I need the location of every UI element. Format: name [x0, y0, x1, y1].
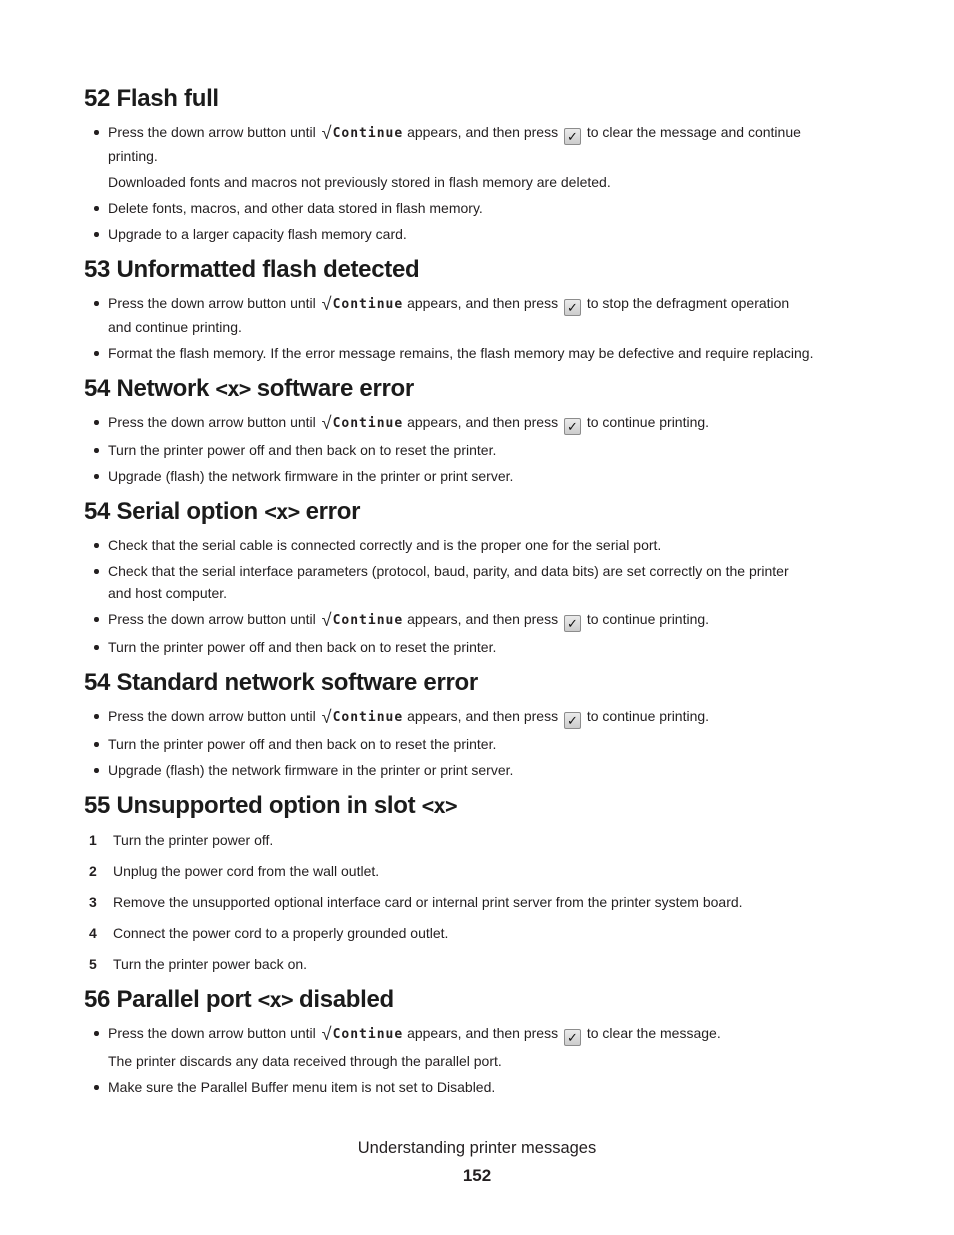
- bullet-marker: [84, 465, 108, 487]
- continue-menu-item: [320, 1024, 404, 1044]
- text-segment: to continue printing.: [582, 611, 710, 627]
- section-heading: [84, 376, 874, 402]
- variable-placeholder: <x>: [215, 377, 251, 401]
- text-segment: 55 Unsupported option in slot: [84, 792, 422, 819]
- text-segment: printing.: [108, 148, 158, 164]
- text-segment: disabled: [292, 986, 394, 1013]
- continue-label: Continue: [332, 416, 404, 431]
- text-segment: 56 Parallel port: [84, 986, 258, 1013]
- bullet-marker: [84, 342, 108, 364]
- list-item: [84, 1076, 874, 1098]
- bullet-list: [84, 705, 874, 781]
- text-segment: 54 Network: [84, 375, 216, 402]
- item-text: [108, 292, 874, 338]
- list-item: [84, 197, 874, 219]
- bullet-marker: [84, 608, 108, 632]
- message-section: [84, 257, 874, 364]
- bullet-marker: [84, 759, 108, 781]
- item-text: [113, 953, 874, 975]
- item-text: [108, 560, 874, 604]
- text-segment: Upgrade (flash) the network firmware in the printer or print server.: [108, 468, 514, 484]
- checkmark-button-icon: ✓: [564, 712, 581, 729]
- bullet-dot: [94, 130, 99, 135]
- checkmark-button-icon: ✓: [564, 1029, 581, 1046]
- radical-check-icon: √: [321, 610, 332, 630]
- text-segment: Turn the printer power off and then back on to reset the printer.: [108, 639, 497, 655]
- bullet-dot: [94, 206, 99, 211]
- continue-label: Continue: [332, 613, 404, 628]
- text-segment: Press the down arrow button until: [108, 611, 320, 627]
- continuation-paragraph: The printer discards any data received through the parallel port.: [108, 1053, 502, 1069]
- bullet-marker: [84, 1076, 108, 1098]
- item-number: 1: [89, 832, 97, 848]
- list-item: [84, 1022, 874, 1046]
- text-segment: software error: [250, 375, 414, 402]
- bullet-dot: [94, 232, 99, 237]
- list-item: [84, 636, 874, 658]
- bullet-dot: [94, 714, 99, 719]
- bullet-marker: [84, 636, 108, 658]
- list-item: [84, 953, 874, 975]
- message-section: [84, 793, 874, 975]
- text-segment: 54 Standard network software error: [84, 669, 478, 696]
- text-segment: Press the down arrow button until: [108, 414, 320, 430]
- item-text: [108, 759, 874, 781]
- bullet-dot: [94, 569, 99, 574]
- chapter-title: Understanding printer messages: [357, 1139, 597, 1157]
- item-text: [108, 439, 874, 461]
- variable-placeholder: <x>: [421, 794, 457, 818]
- list-item: [84, 608, 874, 632]
- item-text: [108, 197, 874, 219]
- item-text: [108, 1076, 874, 1098]
- text-segment: appears, and then press: [403, 295, 562, 311]
- variable-placeholder: <x>: [257, 988, 293, 1012]
- radical-check-icon: √: [321, 1024, 332, 1044]
- bullet-dot: [94, 1031, 99, 1036]
- bullet-list: [84, 121, 874, 245]
- bullet-dot: [94, 645, 99, 650]
- text-segment: appears, and then press: [403, 708, 562, 724]
- bullet-list: [84, 1022, 874, 1098]
- text-segment: and continue printing.: [108, 319, 242, 335]
- list-item: [84, 411, 874, 435]
- item-text: [113, 860, 874, 882]
- bullet-dot: [94, 543, 99, 548]
- bullet-dot: [94, 742, 99, 747]
- section-heading: [84, 793, 874, 819]
- text-segment: appears, and then press: [403, 1025, 562, 1041]
- checkmark-button-icon: ✓: [564, 418, 581, 435]
- text-segment: and host computer.: [108, 585, 228, 601]
- list-item: [84, 922, 874, 944]
- item-text: [108, 705, 874, 729]
- item-text: [108, 608, 874, 632]
- text-segment: 54 Serial option: [84, 498, 265, 525]
- item-text: [108, 465, 874, 487]
- text-segment: 52 Flash full: [84, 85, 219, 112]
- radical-check-icon: √: [321, 707, 332, 727]
- list-item: [84, 829, 874, 851]
- text-segment: appears, and then press: [403, 124, 562, 140]
- bullet-dot: [94, 474, 99, 479]
- list-item: [84, 292, 874, 338]
- text-segment: Press the down arrow button until: [108, 1025, 320, 1041]
- page-number: 152: [462, 1166, 492, 1185]
- radical-check-icon: √: [321, 123, 332, 143]
- list-item: [84, 534, 874, 556]
- text-segment: Press the down arrow button until: [108, 708, 320, 724]
- text-segment: to clear the message.: [582, 1025, 721, 1041]
- continue-menu-item: [320, 294, 404, 314]
- text-segment: Check that the serial interface parameters (protocol, baud, parity, and data bits) are set correctly on the printer: [108, 563, 789, 579]
- text-segment: Format the flash memory. If the error message remains, the flash memory may be defective and require replacing.: [108, 345, 814, 361]
- list-item: [84, 223, 874, 245]
- list-item: [84, 759, 874, 781]
- section-heading: [84, 86, 874, 112]
- item-text: [108, 636, 874, 658]
- bullet-marker: [84, 292, 108, 338]
- bullet-dot: [94, 448, 99, 453]
- message-section: [84, 987, 874, 1098]
- bullet-list: [84, 534, 874, 658]
- text-segment: Upgrade to a larger capacity flash memory card.: [108, 226, 407, 242]
- text-segment: Turn the printer power off and then back on to reset the printer.: [108, 736, 497, 752]
- list-item: [84, 860, 874, 882]
- variable-placeholder: <x>: [264, 500, 300, 524]
- message-section: [84, 670, 874, 781]
- bullet-marker: [84, 1022, 108, 1046]
- section-heading: [84, 499, 874, 525]
- page-footer: [0, 1139, 954, 1186]
- item-number: 4: [89, 925, 97, 941]
- list-item: [84, 891, 874, 913]
- item-text: [108, 223, 874, 245]
- item-text: [108, 411, 874, 435]
- checkmark-button-icon: ✓: [564, 615, 581, 632]
- bullet-marker: [84, 733, 108, 755]
- list-item: [84, 705, 874, 729]
- bullet-list: [84, 411, 874, 487]
- text-segment: Turn the printer power back on.: [113, 956, 308, 972]
- continue-menu-item: [320, 707, 404, 727]
- item-text: [113, 891, 874, 913]
- text-segment: Press the down arrow button until: [108, 124, 320, 140]
- continue-menu-item: [320, 413, 404, 433]
- bullet-dot: [94, 1085, 99, 1090]
- list-item: [84, 342, 874, 364]
- text-segment: Make sure the Parallel Buffer menu item is not set to Disabled.: [108, 1079, 496, 1095]
- section-heading: [84, 257, 874, 283]
- item-text: [108, 121, 874, 167]
- continue-label: Continue: [332, 126, 404, 141]
- page-content: [84, 58, 874, 1102]
- continue-label: Continue: [332, 297, 404, 312]
- bullet-dot: [94, 420, 99, 425]
- item-number: 5: [89, 956, 97, 972]
- continue-label: Continue: [332, 1027, 404, 1042]
- list-item: [84, 733, 874, 755]
- bullet-marker: [84, 439, 108, 461]
- item-number: 2: [89, 863, 97, 879]
- item-text: [108, 534, 874, 556]
- message-section: [84, 499, 874, 658]
- bullet-marker: [84, 560, 108, 604]
- continuation-paragraph: Downloaded fonts and macros not previously stored in flash memory are deleted.: [108, 174, 611, 190]
- text-segment: error: [299, 498, 361, 525]
- bullet-marker: [84, 705, 108, 729]
- text-segment: appears, and then press: [403, 611, 562, 627]
- item-text: [108, 342, 874, 364]
- list-item: [84, 121, 874, 167]
- message-section: [84, 86, 874, 245]
- bullet-dot: [94, 351, 99, 356]
- numbered-list: [84, 829, 874, 975]
- list-item: [84, 439, 874, 461]
- item-text: [108, 733, 874, 755]
- bullet-marker: [84, 223, 108, 245]
- text-segment: Upgrade (flash) the network firmware in the printer or print server.: [108, 762, 514, 778]
- bullet-dot: [94, 301, 99, 306]
- text-segment: Remove the unsupported optional interface card or internal print server from the printer system board.: [113, 894, 743, 910]
- text-segment: Press the down arrow button until: [108, 295, 320, 311]
- text-segment: Check that the serial cable is connected correctly and is the proper one for the serial port.: [108, 537, 662, 553]
- section-heading: [84, 670, 874, 696]
- item-text: [108, 1022, 874, 1046]
- text-segment: Turn the printer power off.: [113, 832, 274, 848]
- bullet-list: [84, 292, 874, 364]
- list-item: [84, 560, 874, 604]
- text-segment: to continue printing.: [582, 708, 710, 724]
- continue-menu-item: [320, 610, 404, 630]
- checkmark-button-icon: ✓: [564, 128, 581, 145]
- text-segment: Connect the power cord to a properly grounded outlet.: [113, 925, 449, 941]
- text-segment: Delete fonts, macros, and other data stored in flash memory.: [108, 200, 483, 216]
- text-segment: to clear the message and continue: [582, 124, 801, 140]
- item-text: [113, 829, 874, 851]
- message-section: [84, 376, 874, 487]
- bullet-marker: [84, 197, 108, 219]
- radical-check-icon: √: [321, 294, 332, 314]
- list-item: [84, 465, 874, 487]
- item-number: 3: [89, 894, 97, 910]
- text-segment: Turn the printer power off and then back on to reset the printer.: [108, 442, 497, 458]
- radical-check-icon: √: [321, 413, 332, 433]
- text-segment: to stop the defragment operation: [582, 295, 790, 311]
- bullet-dot: [94, 617, 99, 622]
- text-segment: to continue printing.: [582, 414, 710, 430]
- section-heading: [84, 987, 874, 1013]
- text-segment: appears, and then press: [403, 414, 562, 430]
- continue-label: Continue: [332, 710, 404, 725]
- item-text: [113, 922, 874, 944]
- text-segment: Unplug the power cord from the wall outlet.: [113, 863, 380, 879]
- bullet-marker: [84, 121, 108, 167]
- bullet-dot: [94, 768, 99, 773]
- continue-menu-item: [320, 123, 404, 143]
- text-segment: 53 Unformatted flash detected: [84, 256, 420, 283]
- checkmark-button-icon: ✓: [564, 299, 581, 316]
- bullet-marker: [84, 534, 108, 556]
- bullet-marker: [84, 411, 108, 435]
